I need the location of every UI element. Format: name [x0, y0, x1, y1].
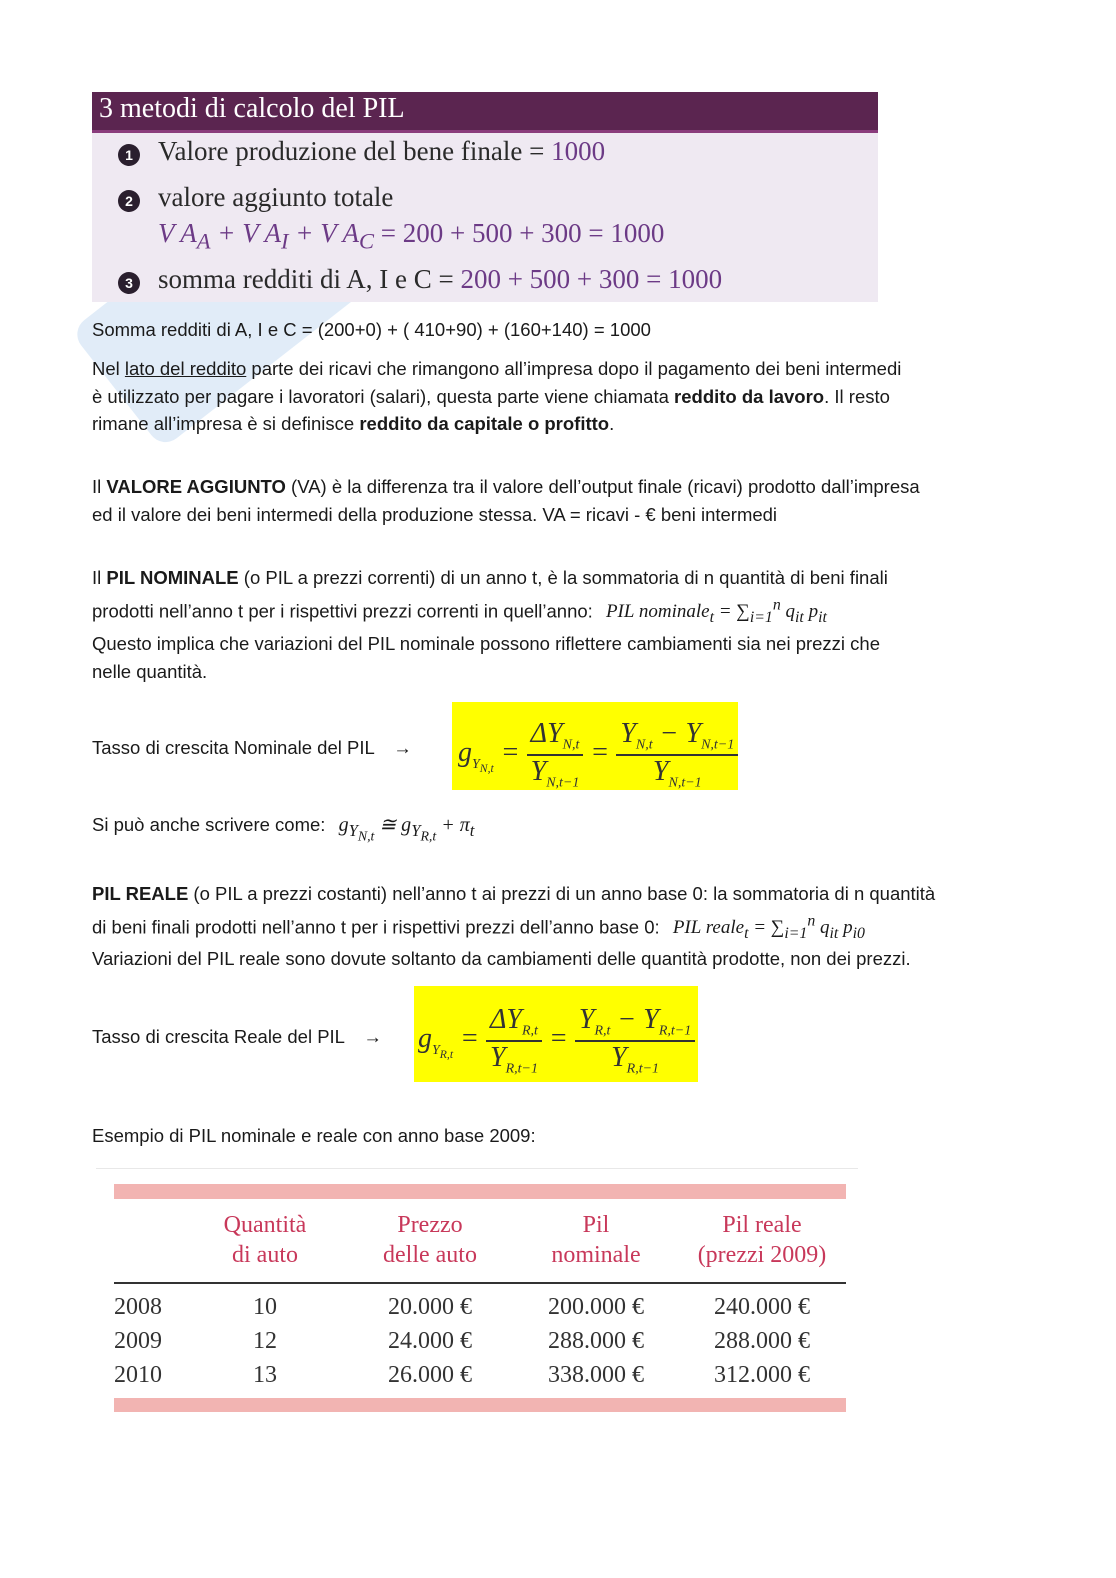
header-quantity-2: di auto: [232, 1242, 298, 1268]
table-cell: 288.000 €: [548, 1328, 644, 1354]
table-cell: 10: [253, 1294, 277, 1320]
table-top-band: [114, 1184, 846, 1199]
arrow-right-icon: →: [393, 737, 412, 758]
real-b: di beni finali prodotti nell’anno t per i rispettivi prezzi dell’anno base 0:: [92, 915, 660, 937]
p2-bold-capital-income: reddito da capitale o profitto: [359, 413, 610, 434]
header-real-1: Pil reale: [722, 1212, 802, 1238]
slide-item-3: [158, 264, 722, 295]
value-added-paragraph: [92, 473, 1022, 528]
nominal-rate-formula: $g_{Y_{N,t}}$ = $\frac{\Delta Y_{N,t}}{Y_{N,t-1}}$ = $\frac{Y_{N,t} - Y_{N,t-1}}{Y_{N,t-1}}$: [458, 718, 738, 791]
table-cell: 240.000 €: [714, 1294, 810, 1320]
table-cell: 338.000 €: [548, 1362, 644, 1388]
real-rate-formula-box: [414, 986, 698, 1082]
table-row: 2010: [114, 1362, 162, 1388]
slide-item-3-label: somma redditi di A, I e C =: [158, 264, 461, 294]
table-cell: 312.000 €: [714, 1362, 810, 1388]
alternative-formula-line: [92, 811, 474, 851]
table-cell: 13: [253, 1362, 277, 1388]
table-cell: 24.000 €: [388, 1328, 472, 1354]
income-side-paragraph: [92, 355, 1022, 438]
header-nominal-1: Pil: [582, 1212, 610, 1238]
nom-d: Questo implica che variazioni del PIL nominale possono riflettere cambiamenti sia nei prezzi che: [92, 633, 881, 654]
p2-d: . Il resto: [824, 385, 890, 407]
nominal-rate-text: Tasso di crescita Nominale del PIL: [92, 737, 375, 758]
p2-underlined: lato del reddito: [124, 358, 247, 379]
real-frac-1: $\frac{\Delta Y_{R,t}}{Y_{R,t-1}}$: [486, 1004, 542, 1077]
nominal-gdp-formula: PIL nominale$_t$ = $\sum_{i=1}^n$ $q_{it}$ $p_{it}$: [605, 596, 827, 626]
header-price: [365, 1210, 495, 1270]
header-real: [687, 1210, 837, 1270]
p2-e: rimane all’impresa è si definisce: [92, 413, 360, 434]
nominal-frac-2: $\frac{Y_{N,t} - Y_{N,t-1}}{Y_{N,t-1}}$: [616, 718, 738, 791]
p2-a: Nel: [92, 358, 125, 379]
table-row: 2009: [114, 1328, 162, 1354]
alt-label: Si può anche scrivere come:: [92, 814, 326, 835]
nominal-gdp-paragraph: [92, 564, 1032, 631]
slide-header: [92, 92, 878, 133]
table-cell: 200.000 €: [548, 1294, 644, 1320]
p2-c: è utilizzato per pagare i lavoratori (salari), questa parte viene chiamata: [92, 385, 675, 407]
nominal-frac-1: $\frac{\Delta Y_{N,t}}{Y_{N,t-1}}$: [527, 718, 584, 791]
p2-b: parte dei ricavi che rimangono all’impresa dopo il pagamento dei beni intermedi: [246, 358, 902, 379]
real-bold: PIL REALE: [92, 883, 189, 904]
item-number-3: 3: [118, 272, 140, 294]
nom-c: prodotti nell’anno t per i rispettivi prezzi correnti in quell’anno:: [92, 599, 593, 621]
va-a: Il: [92, 476, 107, 497]
methods-slide: [92, 92, 878, 302]
nominal-rate-formula-box: [452, 702, 738, 790]
table-cell: 26.000 €: [388, 1362, 472, 1388]
slide-item-1-label: Valore produzione del bene finale =: [158, 136, 552, 166]
real-gdp-paragraph: [92, 880, 1032, 947]
slide-item-2-formula: V $A_A + V$ $A_I + V$ $A_C = 200 + 500 + 300 = 1000$: [158, 218, 665, 254]
formula-va: V $A_A + V$ $A_I + V$ $A_C$: [158, 218, 374, 254]
real-rate-formula: $g_{Y_{R,t}}$ = $\frac{\Delta Y_{R,t}}{Y_{R,t-1}}$ = $\frac{Y_{R,t} - Y_{R,t-1}}{Y_{R,t-1}}$: [418, 1004, 695, 1077]
item-number-1: 1: [118, 144, 140, 166]
header-quantity: [200, 1210, 330, 1270]
real-a: (o PIL a prezzi costanti) nell’anno t ai prezzi di un anno base 0: la sommatoria di n quantità: [188, 883, 936, 904]
table-bottom-band: [114, 1398, 846, 1412]
item-number-2: 2: [118, 190, 140, 212]
nominal-implication: [92, 630, 1032, 685]
nom-bold: PIL NOMINALE: [106, 567, 239, 588]
header-price-2: delle auto: [383, 1242, 477, 1268]
p2-bold-labour-income: reddito da lavoro: [674, 385, 825, 407]
header-real-2: (prezzi 2009): [697, 1242, 827, 1268]
header-nominal-2: nominale: [551, 1242, 641, 1268]
slide-title: 3 metodi di calcolo del PIL: [99, 93, 405, 124]
va-bold: VALORE AGGIUNTO: [106, 476, 286, 497]
table-row: 2008: [114, 1294, 162, 1320]
table-top-rule: [96, 1168, 858, 1169]
example-label: Esempio di PIL nominale e reale con anno base 2009:: [92, 1125, 536, 1146]
real-rate-label: [92, 1023, 382, 1051]
real-gdp-note: Variazioni del PIL reale sono dovute soltanto da cambiamenti delle quantità prodotte, non dei prezzi.: [92, 948, 911, 969]
table-cell: 20.000 €: [388, 1294, 472, 1320]
va-c: ed il valore dei beni intermedi della produzione stessa. VA = ricavi - € beni intermedi: [92, 503, 778, 525]
real-frac-2: $\frac{Y_{R,t} - Y_{R,t-1}}{Y_{R,t-1}}$: [575, 1004, 695, 1077]
arrow-right-icon: →: [363, 1026, 382, 1047]
nom-a: Il: [92, 567, 107, 588]
p2-f: .: [609, 413, 615, 434]
header-nominal: [531, 1210, 661, 1270]
header-quantity-1: Quantità: [223, 1212, 307, 1238]
nom-e: nelle quantità.: [92, 660, 208, 682]
header-price-1: Prezzo: [397, 1212, 463, 1238]
va-b: (VA) è la differenza tra il valore dell’output finale (ricavi) prodotto dall’impresa: [285, 476, 920, 497]
slide-item-1: [158, 136, 605, 167]
slide-item-3-value: 200 + 500 + 300 = 1000: [460, 264, 723, 294]
nom-b: (o PIL a prezzi correnti) di un anno t, è la sommatoria di n quantità di beni finali: [238, 567, 888, 588]
nominal-rate-label: [92, 734, 412, 762]
real-rate-text: Tasso di crescita Reale del PIL: [92, 1026, 345, 1047]
slide-item-2-label: valore aggiunto totale: [158, 182, 394, 212]
table-cell: 288.000 €: [714, 1328, 810, 1354]
alt-formula: $g_{Y_{N,t}}$ ≅ $g_{Y_{R,t}} + \pi_t$: [338, 814, 475, 845]
real-gdp-formula: PIL reale$_t$ = $\sum_{i=1}^n$ $q_{it}$ $p_{i0}$: [672, 912, 865, 942]
table-cell: 12: [253, 1328, 277, 1354]
slide-item-1-value: 1000: [551, 136, 606, 166]
table-header-rule: [114, 1282, 846, 1284]
sum-income-line: Somma redditi di A, I e C = (200+0) + ( 410+90) + (160+140) = 1000: [92, 319, 651, 340]
